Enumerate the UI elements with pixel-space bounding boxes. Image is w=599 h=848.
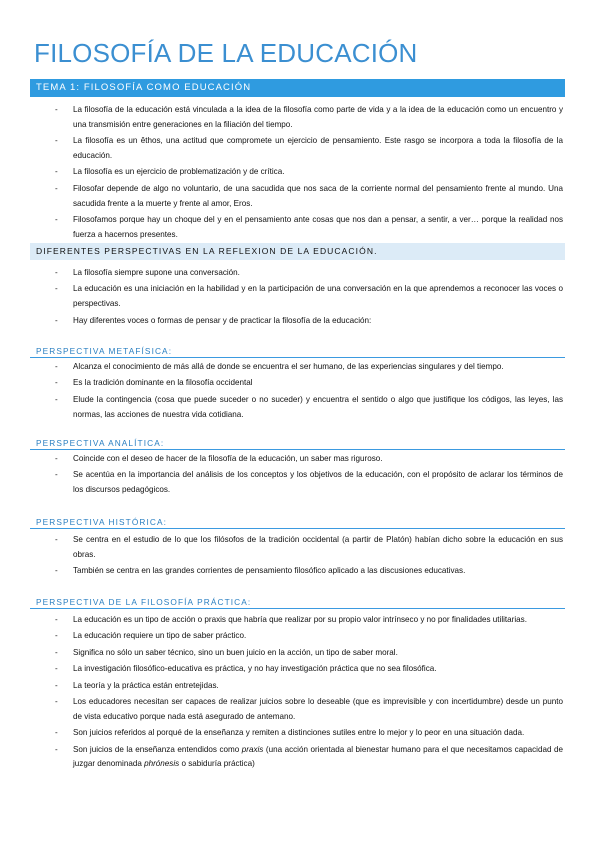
list-item: - Filosofamos porque hay un choque del y en el pensamiento ante cosas que nos dan a pensar, a sentir, a ver… porque la realidad nos fuerza a hacernos presentes. [55, 213, 563, 243]
subheading-metafisica: PERSPECTIVA METAFÍSICA: [36, 346, 173, 356]
list-item: - Significa no sólo un saber técnico, sino un buen juicio en la acción, un tipo de saber moral. [55, 646, 563, 661]
analitica-list [55, 452, 563, 500]
list-item: - Elude la contingencia (cosa que puede suceder o no suceder) y encuentra el sentido o algo que justifique los códigos, las leyes, las normas, las acciones de nuestra vida cotidiana. [55, 393, 563, 423]
list-item: - La teoría y la práctica están entretejidas. [55, 679, 563, 694]
list-item-text: (una acción orientada al bienestar humano para el que necesitamos capacidad de juzgar denominada [73, 744, 563, 769]
subheading-divider [30, 528, 565, 529]
subheading-divider [30, 357, 565, 358]
list-item [55, 743, 563, 773]
practica-list [55, 613, 563, 774]
document-title: FILOSOFÍA DE LA EDUCACIÓN [34, 38, 418, 68]
list-item: - La educación requiere un tipo de saber práctico. [55, 629, 563, 644]
list-item: - La filosofía siempre supone una conversación. [55, 266, 563, 281]
phronesis-term: phrónesis [144, 759, 180, 769]
list-item: - Coincide con el deseo de hacer de la filosofía de la educación, un saber mas riguroso. [55, 452, 563, 467]
subheading-divider [30, 608, 565, 609]
list-item: - Los educadores necesitan ser capaces de realizar juicios sobre lo deseable (que es imprevisible y con incertidumbre) desde un punto de vista educativo porque nada está asegurado de antemano. [55, 695, 563, 725]
list-item: - Es la tradición dominante en la filosofía occidental [55, 376, 563, 391]
subheading-historica: PERSPECTIVA HISTÓRICA: [36, 517, 168, 527]
list-item: - La filosofía es un ejercicio de problematización y de crítica. [55, 165, 563, 180]
list-item: - La educación es un tipo de acción o praxis que habría que realizar por su propio valor intrínseco y no por finalidades utilitarias. [55, 613, 563, 628]
list-item: - Alcanza el conocimiento de más allá de donde se encuentra el ser humano, de las experiencias singulares y del tiempo. [55, 360, 563, 375]
list-item-text: Son juicios de la enseñanza entendidos como [73, 744, 242, 754]
subheading-analitica: PERSPECTIVA ANALÍTICA: [36, 438, 165, 448]
list-item: - Se centra en el estudio de lo que los filósofos de la tradición occidental (a partir de Platón) habían dicho sobre la educación en sus obras. [55, 533, 563, 563]
list-item: - Se acentúa en la importancia del análisis de los conceptos y los objetivos de la educación, con el propósito de aclarar los términos de los discursos pedagógicos. [55, 468, 563, 498]
section-heading-perspectivas: DIFERENTES PERSPECTIVAS EN LA REFLEXION DE LA EDUCACIÓN. [30, 243, 565, 260]
perspectivas-list [55, 266, 563, 330]
section-heading-tema1: TEMA 1: FILOSOFÍA COMO EDUCACIÓN [30, 79, 565, 97]
list-item: - La filosofía es un êthos, una actitud que compromete un ejercicio de pensamiento. Este rasgo se incorpora a toda la filosofía de la educación. [55, 134, 563, 164]
list-item: - Filosofar depende de algo no voluntario, de una sacudida que nos saca de la corriente normal del pensamiento frente al mundo. Una sacudida frente a la muerte y frente al amor, Eros. [55, 182, 563, 212]
tema1-list [55, 103, 563, 244]
list-item: - Son juicios referidos al porqué de la enseñanza y remiten a distinciones sutiles entre lo mejor y lo peor en una situación dada. [55, 726, 563, 741]
metafisica-list [55, 360, 563, 424]
list-item: - La filosofía de la educación está vinculada a la idea de la filosofía como parte de vida y a la idea de la educación como un encuentro y una transmisión entre generaciones en la filiación del tiempo. [55, 103, 563, 133]
list-item: - La educación es una iniciación en la habilidad y en la participación de una conversación en la que aprendemos a reconocer las voces o perspectivas. [55, 282, 563, 312]
list-item: - La investigación filosófico-educativa es práctica, y no hay investigación práctica que no sea filosófica. [55, 662, 563, 677]
list-item-text: o sabiduría práctica) [179, 759, 255, 769]
subheading-divider [30, 449, 565, 450]
list-item: - Hay diferentes voces o formas de pensar y de practicar la filosofía de la educación: [55, 314, 563, 329]
subheading-practica: PERSPECTIVA DE LA FILOSOFÍA PRÁCTICA: [36, 597, 252, 607]
praxis-term: praxis [241, 744, 264, 754]
historica-list [55, 533, 563, 581]
list-item: - También se centra en las grandes corrientes de pensamiento filosófico aplicado a las discusiones educativas. [55, 564, 563, 579]
